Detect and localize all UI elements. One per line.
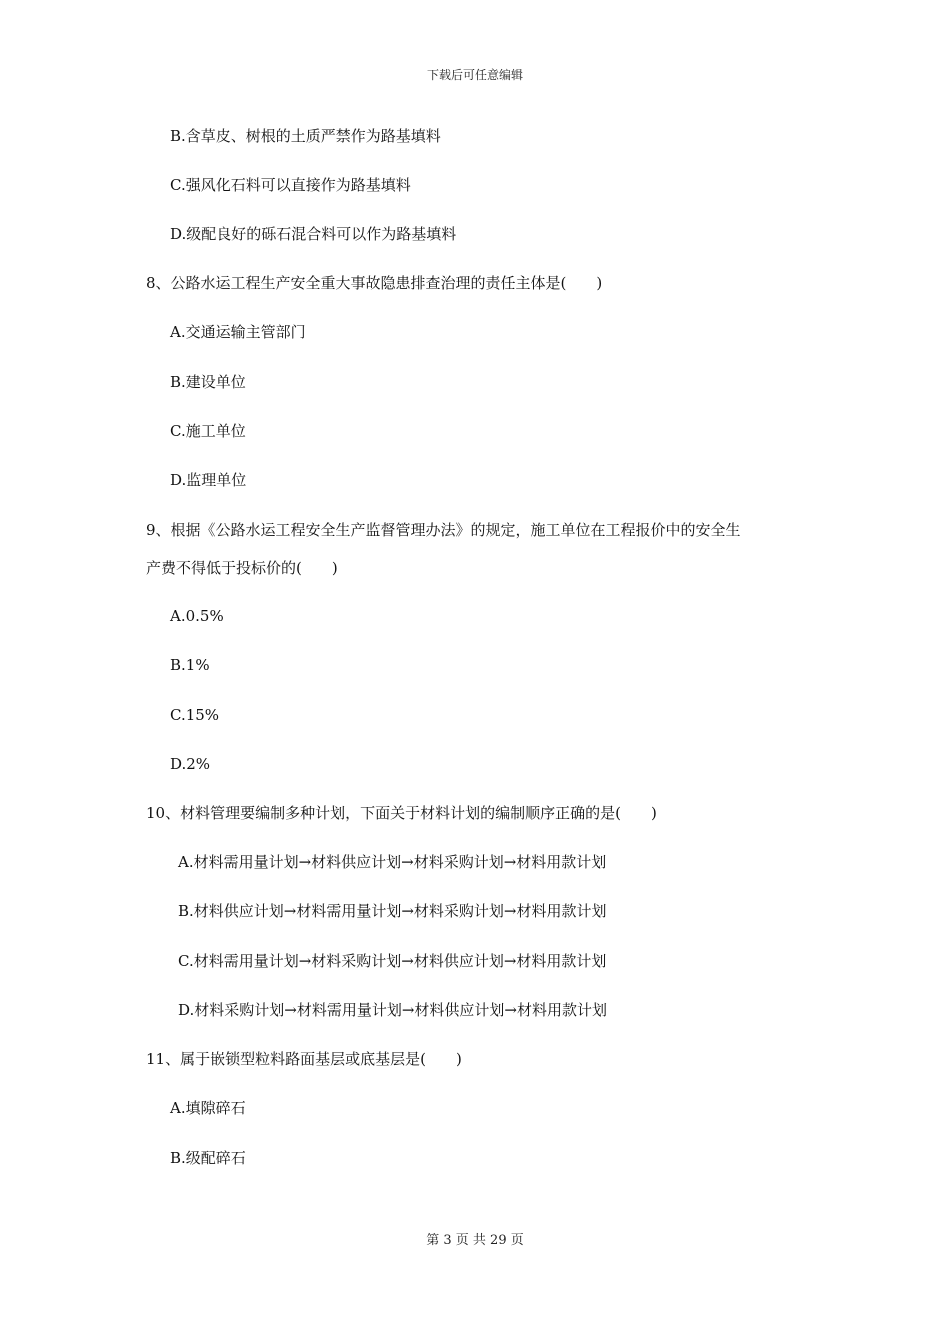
option-10c: C.材料需用量计划→材料采购计划→材料供应计划→材料用款计划 <box>178 952 607 970</box>
option-9a: A.0.5% <box>170 607 224 625</box>
option-11a: A.填隙碎石 <box>170 1099 246 1117</box>
option-10a: A.材料需用量计划→材料供应计划→材料采购计划→材料用款计划 <box>178 853 607 871</box>
question-9-line-1: 9、根据《公路水运工程安全生产监督管理办法》的规定，施工单位在工程报价中的安全生 <box>146 521 741 539</box>
question-8: 8、公路水运工程生产安全重大事故隐患排查治理的责任主体是( ) <box>146 274 603 292</box>
option-10d: D.材料采购计划→材料需用量计划→材料供应计划→材料用款计划 <box>178 1001 607 1019</box>
option-9c: C.15% <box>170 706 220 724</box>
option-11b: B.级配碎石 <box>170 1149 246 1167</box>
question-9-line-2: 产费不得低于投标价的( ) <box>146 559 338 577</box>
question-11: 11、属于嵌锁型粒料路面基层或底基层是( ) <box>146 1050 462 1068</box>
option-8d: D.监理单位 <box>170 471 247 489</box>
option-8a: A.交通运输主管部门 <box>170 323 306 341</box>
option-8b: B.建设单位 <box>170 373 246 391</box>
option-9d: D.2% <box>170 755 211 773</box>
option-7b: B.含草皮、树根的土质严禁作为路基填料 <box>170 127 441 145</box>
option-8c: C.施工单位 <box>170 422 246 440</box>
option-7c: C.强风化石料可以直接作为路基填料 <box>170 176 411 194</box>
option-10b: B.材料供应计划→材料需用量计划→材料采购计划→材料用款计划 <box>178 902 607 920</box>
question-10: 10、材料管理要编制多种计划，下面关于材料计划的编制顺序正确的是( ) <box>146 804 657 822</box>
page-header: 下载后可任意编辑 <box>426 68 523 82</box>
option-9b: B.1% <box>170 656 210 674</box>
page-footer: 第 3 页 共 29 页 <box>426 1233 524 1248</box>
option-7d: D.级配良好的砾石混合料可以作为路基填料 <box>170 225 457 243</box>
